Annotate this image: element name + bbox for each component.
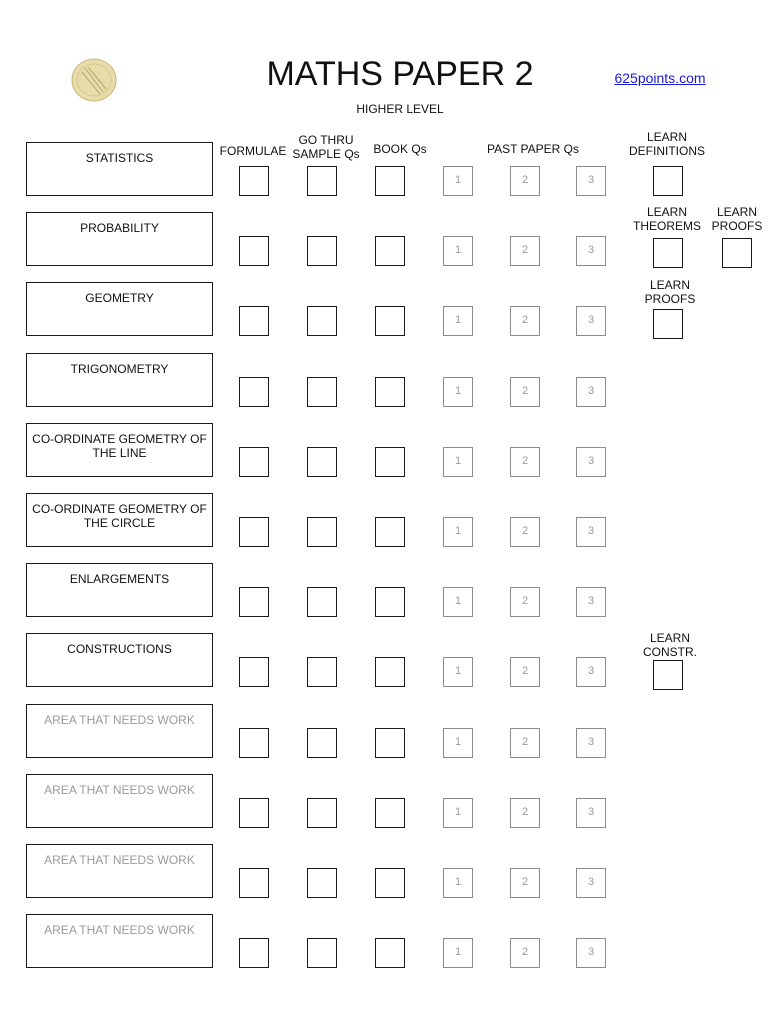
past-paper-checkbox-3[interactable]: 3: [576, 728, 606, 758]
geometry-proofs-checkbox[interactable]: [653, 309, 683, 339]
book-questions-checkbox[interactable]: [375, 236, 405, 266]
past-paper-checkbox-1[interactable]: 1: [443, 236, 473, 266]
past-paper-checkbox-1[interactable]: 1: [443, 728, 473, 758]
past-paper-checkbox-3[interactable]: 3: [576, 166, 606, 196]
sample-questions-checkbox[interactable]: [307, 306, 337, 336]
probability-proofs-label: [706, 205, 768, 233]
geometry-proofs-label-line2: PROOFS: [644, 292, 696, 306]
past-paper-checkbox-1[interactable]: 1: [443, 166, 473, 196]
formulae-checkbox[interactable]: [239, 306, 269, 336]
formulae-checkbox[interactable]: [239, 447, 269, 477]
topic-label: STATISTICS: [26, 142, 213, 196]
formulae-checkbox[interactable]: [239, 166, 269, 196]
formulae-checkbox[interactable]: [239, 728, 269, 758]
formulae-checkbox[interactable]: [239, 938, 269, 968]
past-paper-checkbox-2[interactable]: 2: [510, 447, 540, 477]
past-paper-checkbox-3[interactable]: 3: [576, 377, 606, 407]
column-header-sample-line1: GO THRU: [298, 133, 354, 147]
topic-label[interactable]: AREA THAT NEEDS WORK: [26, 704, 213, 758]
past-paper-checkbox-2[interactable]: 2: [510, 377, 540, 407]
past-paper-checkbox-3[interactable]: 3: [576, 587, 606, 617]
constructions-learn-checkbox[interactable]: [653, 660, 683, 690]
past-paper-checkbox-1[interactable]: 1: [443, 517, 473, 547]
past-paper-checkbox-1[interactable]: 1: [443, 377, 473, 407]
book-questions-checkbox[interactable]: [375, 657, 405, 687]
column-header-past-papers: PAST PAPER Qs: [486, 142, 580, 156]
page-title: MATHS PAPER 2: [266, 55, 534, 93]
formulae-checkbox[interactable]: [239, 798, 269, 828]
past-paper-checkbox-3[interactable]: 3: [576, 657, 606, 687]
past-paper-checkbox-3[interactable]: 3: [576, 938, 606, 968]
formulae-checkbox[interactable]: [239, 657, 269, 687]
probability-theorems-label-line2: THEOREMS: [632, 219, 701, 233]
past-paper-checkbox-1[interactable]: 1: [443, 657, 473, 687]
topic-label: PROBABILITY: [26, 212, 213, 266]
past-paper-checkbox-3[interactable]: 3: [576, 236, 606, 266]
sample-questions-checkbox[interactable]: [307, 166, 337, 196]
topic-label: GEOMETRY: [26, 282, 213, 336]
probability-proofs-label-line1: LEARN: [716, 205, 757, 219]
sample-questions-checkbox[interactable]: [307, 798, 337, 828]
past-paper-checkbox-3[interactable]: 3: [576, 306, 606, 336]
book-questions-checkbox[interactable]: [375, 377, 405, 407]
column-header-definitions: [622, 130, 712, 158]
constructions-learn-label: [633, 631, 707, 659]
topic-label: TRIGONOMETRY: [26, 353, 213, 407]
topic-label: CO-ORDINATE GEOMETRY OF THE CIRCLE: [26, 493, 213, 547]
formulae-checkbox[interactable]: [239, 377, 269, 407]
topic-label[interactable]: AREA THAT NEEDS WORK: [26, 844, 213, 898]
formulae-checkbox[interactable]: [239, 587, 269, 617]
past-paper-checkbox-2[interactable]: 2: [510, 798, 540, 828]
page-subtitle: HIGHER LEVEL: [356, 102, 444, 116]
sample-questions-checkbox[interactable]: [307, 938, 337, 968]
book-questions-checkbox[interactable]: [375, 868, 405, 898]
past-paper-checkbox-1[interactable]: 1: [443, 868, 473, 898]
topic-label[interactable]: AREA THAT NEEDS WORK: [26, 774, 213, 828]
past-paper-checkbox-3[interactable]: 3: [576, 868, 606, 898]
past-paper-checkbox-2[interactable]: 2: [510, 166, 540, 196]
constructions-learn-label-line2: CONSTR.: [643, 645, 697, 659]
past-paper-checkbox-3[interactable]: 3: [576, 798, 606, 828]
sample-questions-checkbox[interactable]: [307, 517, 337, 547]
coin-logo-icon: [71, 58, 117, 102]
sample-questions-checkbox[interactable]: [307, 728, 337, 758]
definitions-checkbox[interactable]: [653, 166, 683, 196]
sample-questions-checkbox[interactable]: [307, 377, 337, 407]
column-header-sample-questions: [286, 133, 366, 161]
past-paper-checkbox-2[interactable]: 2: [510, 517, 540, 547]
geometry-proofs-label-line1: LEARN: [649, 278, 690, 292]
column-header-definitions-line2: DEFINITIONS: [628, 144, 705, 158]
topic-label[interactable]: AREA THAT NEEDS WORK: [26, 914, 213, 968]
geometry-proofs-label: [633, 278, 707, 306]
past-paper-checkbox-1[interactable]: 1: [443, 306, 473, 336]
past-paper-checkbox-2[interactable]: 2: [510, 938, 540, 968]
sample-questions-checkbox[interactable]: [307, 868, 337, 898]
past-paper-checkbox-2[interactable]: 2: [510, 728, 540, 758]
topic-label: CO-ORDINATE GEOMETRY OF THE LINE: [26, 423, 213, 477]
book-questions-checkbox[interactable]: [375, 166, 405, 196]
past-paper-checkbox-2[interactable]: 2: [510, 587, 540, 617]
probability-theorems-label-line1: LEARN: [646, 205, 687, 219]
book-questions-checkbox[interactable]: [375, 306, 405, 336]
topic-label: CONSTRUCTIONS: [26, 633, 213, 687]
past-paper-checkbox-3[interactable]: 3: [576, 447, 606, 477]
past-paper-checkbox-2[interactable]: 2: [510, 657, 540, 687]
column-header-sample-line2: SAMPLE Qs: [292, 147, 360, 161]
book-questions-checkbox[interactable]: [375, 798, 405, 828]
past-paper-checkbox-2[interactable]: 2: [510, 868, 540, 898]
past-paper-checkbox-1[interactable]: 1: [443, 447, 473, 477]
past-paper-checkbox-1[interactable]: 1: [443, 938, 473, 968]
sample-questions-checkbox[interactable]: [307, 447, 337, 477]
column-header-book-questions: BOOK Qs: [373, 142, 427, 156]
probability-theorems-checkbox[interactable]: [653, 238, 683, 268]
probability-theorems-label: [627, 205, 707, 233]
past-paper-checkbox-2[interactable]: 2: [510, 306, 540, 336]
website-link[interactable]: 625points.com: [614, 70, 706, 86]
formulae-checkbox[interactable]: [239, 868, 269, 898]
sample-questions-checkbox[interactable]: [307, 236, 337, 266]
book-questions-checkbox[interactable]: [375, 728, 405, 758]
column-header-definitions-line1: LEARN: [646, 130, 687, 144]
book-questions-checkbox[interactable]: [375, 587, 405, 617]
probability-proofs-label-line2: PROOFS: [711, 219, 763, 233]
constructions-learn-label-line1: LEARN: [649, 631, 690, 645]
formulae-checkbox[interactable]: [239, 236, 269, 266]
column-header-formulae: FORMULAE: [219, 144, 287, 158]
past-paper-checkbox-3[interactable]: 3: [576, 517, 606, 547]
sample-questions-checkbox[interactable]: [307, 587, 337, 617]
book-questions-checkbox[interactable]: [375, 517, 405, 547]
topic-label: ENLARGEMENTS: [26, 563, 213, 617]
sample-questions-checkbox[interactable]: [307, 657, 337, 687]
book-questions-checkbox[interactable]: [375, 938, 405, 968]
past-paper-checkbox-2[interactable]: 2: [510, 236, 540, 266]
probability-proofs-checkbox[interactable]: [722, 238, 752, 268]
formulae-checkbox[interactable]: [239, 517, 269, 547]
past-paper-checkbox-1[interactable]: 1: [443, 587, 473, 617]
past-paper-checkbox-1[interactable]: 1: [443, 798, 473, 828]
book-questions-checkbox[interactable]: [375, 447, 405, 477]
